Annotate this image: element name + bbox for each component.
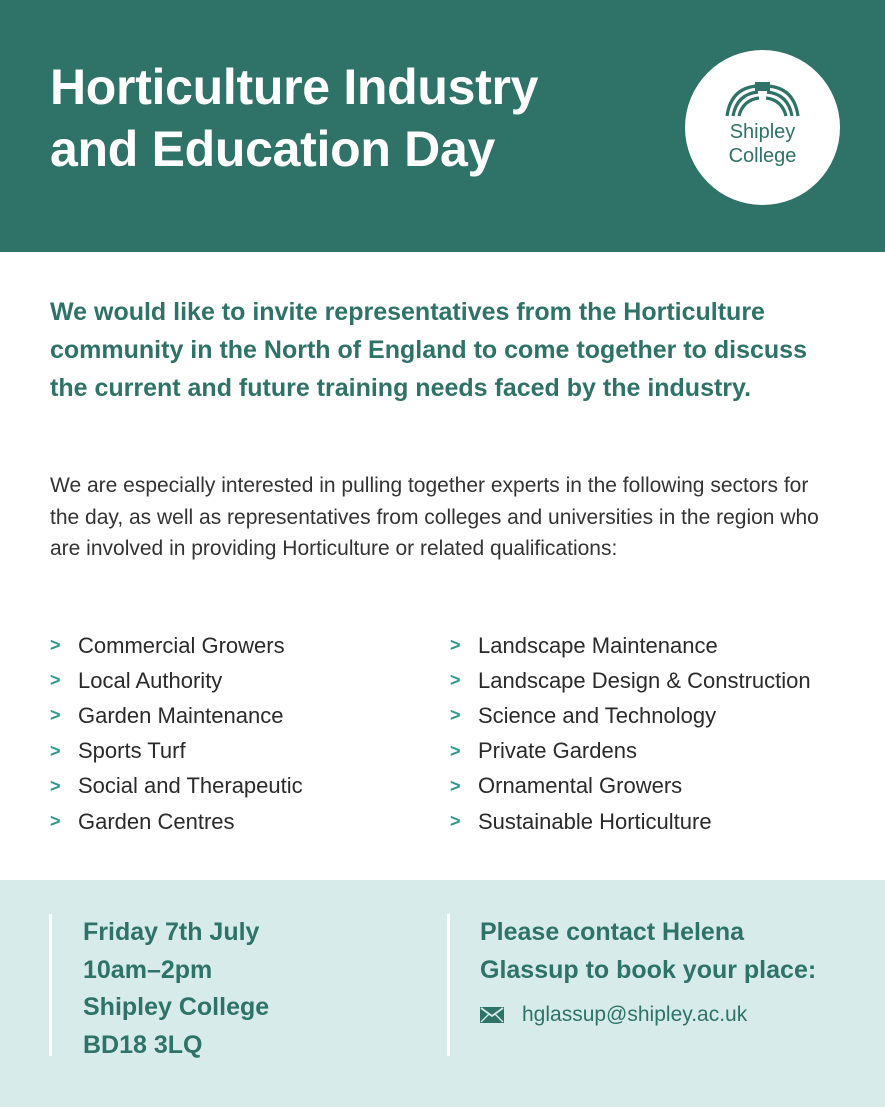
sector-label: Social and Therapeutic xyxy=(78,773,303,799)
logo-line-1: Shipley xyxy=(729,121,796,143)
list-item xyxy=(50,734,430,769)
email-link[interactable]: hglassup@shipley.ac.uk xyxy=(522,1003,748,1026)
header-banner xyxy=(0,0,885,252)
intro-paragraph: We would like to invite representatives from the Horticulture community in the North of England to come together to discuss the current and future training needs faced by the industry. xyxy=(50,298,807,402)
sector-label: Sports Turf xyxy=(78,738,186,764)
envelope-icon xyxy=(480,1007,504,1023)
chevron-right-icon: > xyxy=(450,775,461,796)
chevron-right-icon: > xyxy=(50,775,61,796)
contact-line-1: Please contact Helena xyxy=(480,918,745,946)
sector-label: Sustainable Horticulture xyxy=(478,808,712,834)
list-item xyxy=(450,804,870,839)
sector-label: Local Authority xyxy=(78,667,223,693)
chevron-right-icon: > xyxy=(50,635,61,656)
footer-panel xyxy=(0,880,885,1107)
email-row[interactable] xyxy=(480,1003,867,1027)
sector-label: Private Gardens xyxy=(478,738,637,764)
chevron-right-icon: > xyxy=(450,670,461,691)
page-title xyxy=(50,56,670,180)
sector-label: Garden Centres xyxy=(78,808,235,834)
list-item xyxy=(50,698,430,733)
event-details xyxy=(49,914,409,1059)
chevron-right-icon: > xyxy=(50,705,61,726)
body-paragraph: We are especially interested in pulling together experts in the following sectors for the day, as well as representatives from colleges and universities in the region who are involved in providing Horticulture or related qualifications: xyxy=(50,474,819,560)
event-postcode: BD18 3LQ xyxy=(83,1030,203,1059)
sector-label: Landscape Design & Construction xyxy=(478,667,811,693)
chevron-right-icon: > xyxy=(450,740,461,761)
title-line-2: and Education Day xyxy=(50,121,495,177)
sector-list-left xyxy=(50,628,430,839)
chevron-right-icon: > xyxy=(450,635,461,656)
contact-line-2: Glassup to book your place: xyxy=(480,955,817,984)
list-item xyxy=(450,734,870,769)
event-venue: Shipley College xyxy=(83,993,270,1021)
chevron-right-icon: > xyxy=(50,811,61,832)
list-item xyxy=(50,663,430,698)
list-item xyxy=(450,698,870,733)
sector-list-right xyxy=(450,628,870,839)
logo-line-2: College xyxy=(728,145,797,167)
list-item xyxy=(50,628,430,663)
sector-label: Science and Technology xyxy=(478,702,717,728)
list-item xyxy=(450,663,870,698)
list-item xyxy=(50,804,430,839)
list-item xyxy=(50,769,430,804)
list-item xyxy=(450,628,870,663)
list-item xyxy=(450,769,870,804)
sector-label: Ornamental Growers xyxy=(478,773,683,799)
chevron-right-icon: > xyxy=(450,811,461,832)
title-line-1: Horticulture Industry xyxy=(50,59,539,115)
chevron-right-icon: > xyxy=(450,705,461,726)
contact-details xyxy=(447,914,867,1056)
logo-text xyxy=(685,120,840,168)
event-date: Friday 7th July xyxy=(83,918,260,946)
sector-label: Landscape Maintenance xyxy=(478,632,718,658)
sector-label: Garden Maintenance xyxy=(78,702,284,728)
chevron-right-icon: > xyxy=(50,670,61,691)
chevron-right-icon: > xyxy=(50,740,61,761)
event-time: 10am–2pm xyxy=(83,955,213,984)
sector-label: Commercial Growers xyxy=(78,632,285,658)
shipley-college-logo xyxy=(685,50,840,205)
arch-logo-icon xyxy=(721,80,804,120)
